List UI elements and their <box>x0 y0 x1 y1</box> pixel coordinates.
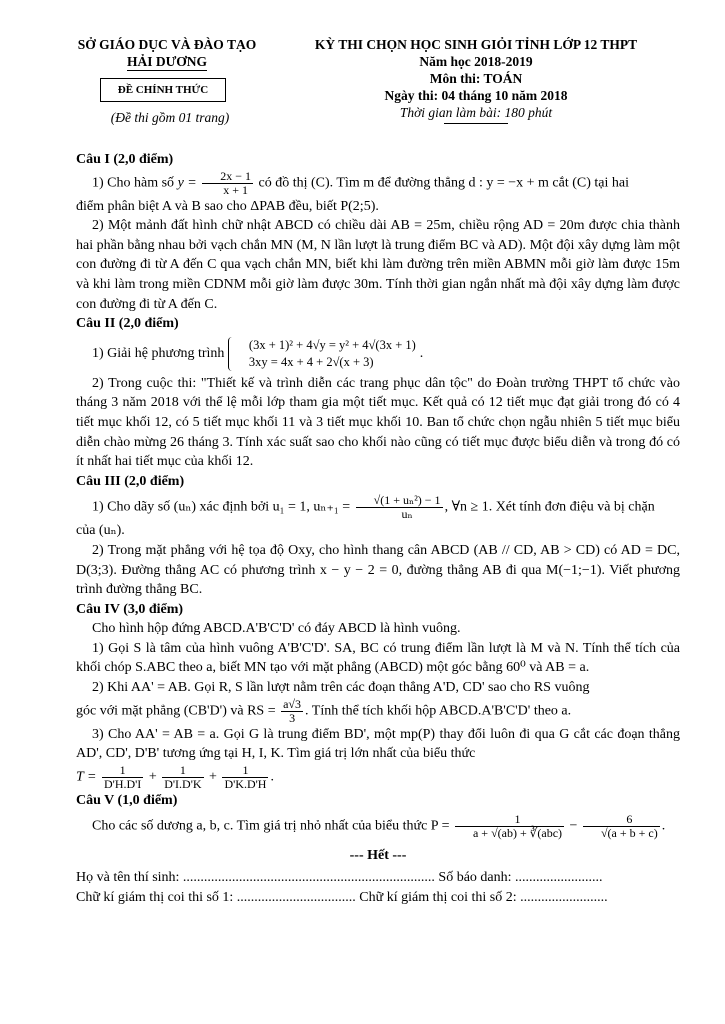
q4-rs-fraction: $\frac{a√3}{3}$ <box>283 696 302 725</box>
q1-fraction: $\frac{2x - 1}{x + 1}$ <box>202 170 253 197</box>
t-term-1: $\frac{1}{D'H.D'I}$ <box>103 762 142 791</box>
equation-system <box>228 337 420 371</box>
q4-intro: Cho hình hộp đứng ABCD.A'B'C'D' có đáy ABCD là hình vuông. <box>92 621 461 637</box>
q2-part2: 2) Trong cuộc thi: "Thiết kế và trình diễn các trang phục dân tộc" do Đoàn trường THPT tổ chức vào tháng 3 năm 2018 với thể lệ mỗi lớp tham gia một tiết mục. Kết quả có 12 tiết mục đạt giải trong đó có 4 tiết mục khối 12, có 5 tiết mục khối 11 và 3 tiết mục khối 10. Ban tổ chức chọn ngẫu nhiên 5 tiết mục biểu diễn chào mừng 26 tháng 3. Tính xác suất sao cho khối nào cũng có tiết mục được biểu diễn và trong đó có ít nhất hai tiết mục của khối 12. <box>76 375 680 470</box>
page-count-note: (Đề thi gồm 01 trang) <box>110 110 230 125</box>
official-stamp-box: ĐỀ CHÍNH THỨC <box>100 78 226 102</box>
q1-part1-cont: điểm phân biệt A và B sao cho ΔPAB đều, biết P(2;5). <box>76 198 379 214</box>
question-3-title: Câu III (2,0 điểm) <box>76 473 185 489</box>
province-name: HẢI DƯƠNG <box>126 54 208 69</box>
question-4-title: Câu IV (3,0 điểm) <box>76 601 184 617</box>
p-term-1: $\frac{1}{\text{a + √(ab) + ∛(abc)}}$ <box>455 813 564 840</box>
question-2-title: Câu II (2,0 điểm) <box>76 316 179 332</box>
school-year: Năm học 2018-2019 <box>419 54 533 69</box>
question-5-title: Câu V (1,0 điểm) <box>76 792 178 808</box>
equation-2: 3xy = 4x + 4 + 2√(x + 3) <box>248 354 374 369</box>
q2-part1: 1) Giải hệ phương trình (3x + 1)² + 4√y = y² + 4√(3x + 1) 3xy = 4x + 4 + 2√(x + 3) . <box>92 337 424 369</box>
department-header <box>62 36 272 71</box>
question-1-title: Câu I (2,0 điểm) <box>76 152 174 167</box>
end-marker: --- Hết --- <box>349 848 407 864</box>
exam-duration: Thời gian làm bài: 180 phút <box>399 105 553 120</box>
q3-part1: 1) Cho dãy số (uₙ) xác định bởi u₁ = 1, uₙ₊₁ = $\frac{\text{√(1 + uₙ²) − 1}}{\text{uₙ}}$ , ∀n ≥ 1. Xét tính đơn điệu và bị chặn <box>92 493 655 522</box>
exam-body <box>76 150 680 908</box>
q4-part2-cont: góc với mặt phẳng (CB'D') và RS = $\frac{a√3}{3}$ . Tính thể tích khối hộp ABCD.A'B'C'D' theo a. <box>76 696 572 725</box>
q5-part1: Cho các số dương a, b, c. Tìm giá trị nhỏ nhất của biểu thức P = $\frac{1}{\text{a + √(ab) + ∛(abc)}}$ − $\frac{6}{√(a + b + c)}$ . <box>92 812 666 841</box>
q4-part2: 2) Khi AA' = AB. Gọi R, S lần lượt nằm trên các đoạn thẳng A'D, CD' sao cho RS vuông <box>92 680 590 696</box>
t-term-3: $\frac{1}{D'K.D'H}$ <box>224 762 267 791</box>
candidate-info-line: Họ và tên thí sinh: ........................................................................ Số báo danh: ......................... <box>76 870 603 886</box>
exam-header <box>292 36 660 124</box>
header-divider <box>444 123 508 124</box>
q4-part1: 1) Gọi S là tâm của hình vuông A'B'C'D'. SA, BC có trung điểm lần lượt là M và N. Tính thể tích của khối chóp S.ABC theo a, biết MN tạo với mặt phẳng (ABCD) một góc bằng 60⁰ và AB = a. <box>76 640 680 676</box>
q3-part2: 2) Trong mặt phẳng với hệ tọa độ Oxy, cho hình thang cân ABCD (AB // CD, AB > CD) có AD = DC, D(3;3). Đường thẳng AC có phương trình x − y − 2 = 0, đường thẳng AB đi qua M(−1;−1). Viết phương trình đường thẳng BC. <box>76 542 680 598</box>
proctor-signature-line: Chữ kí giám thị coi thi số 1: .................................. Chữ kí giám thị coi thi số 2: ......................... <box>76 890 608 906</box>
department-name: SỞ GIÁO DỤC VÀ ĐÀO TẠO <box>77 37 257 52</box>
t-term-2: $\frac{1}{D'I.D'K}$ <box>164 762 202 791</box>
q4-part3: 3) Cho AA' = AB = a. Gọi G là trung điểm BD', một mp(P) thay đổi luôn đi qua G cắt các đoạn thẳng AD', CD', D'B' tương ứng tại H, I, K. Tìm giá trị lớn nhất của biểu thức <box>76 726 680 762</box>
equation-1: (3x + 1)² + 4√y = y² + 4√(3x + 1) <box>248 337 416 352</box>
q3-part1-cont: của (uₙ). <box>76 523 125 539</box>
p-term-2: $\frac{6}{√(a + b + c)}$ <box>583 813 660 840</box>
q1-part1: 1) Cho hàm số y = $\frac{2x - 1}{x + 1}$ có đồ thị (C). Tìm m để đường thẳng d : y = −x + m cắt (C) tại hai <box>92 168 629 197</box>
exam-date: Ngày thi: 04 tháng 10 năm 2018 <box>384 88 568 103</box>
q3-fraction: $\frac{\text{√(1 + uₙ²) − 1}}{\text{uₙ}}$ <box>356 494 443 521</box>
q4-part3-expression: T = $\frac{1}{D'H.D'I}$ + $\frac{1}{D'I.D'K}$ + $\frac{1}{D'K.D'H}$ . <box>76 762 274 791</box>
exam-title: KỲ THI CHỌN HỌC SINH GIỎI TỈNH LỚP 12 THPT <box>314 37 638 52</box>
q1-part2: 2) Một mảnh đất hình chữ nhật ABCD có chiều dài AB = 25m, chiều rộng AD = 20m được chia thành hai phần bằng nhau bởi vạch chắn MN (M, N lần lượt là trung điểm BC và AD). Một đội xây dựng làm một con đường đi từ A đến C qua vạch chắn MN, biết khi làm đường trên miền ABMN mỗi giờ làm được 15m và khi làm trong miền CDNM mỗi giờ làm được 30m. Tính thời gian ngắn nhất mà đội xây dựng làm được con đường đi từ A đến C. <box>76 218 681 312</box>
subject: Môn thi: TOÁN <box>429 71 523 86</box>
